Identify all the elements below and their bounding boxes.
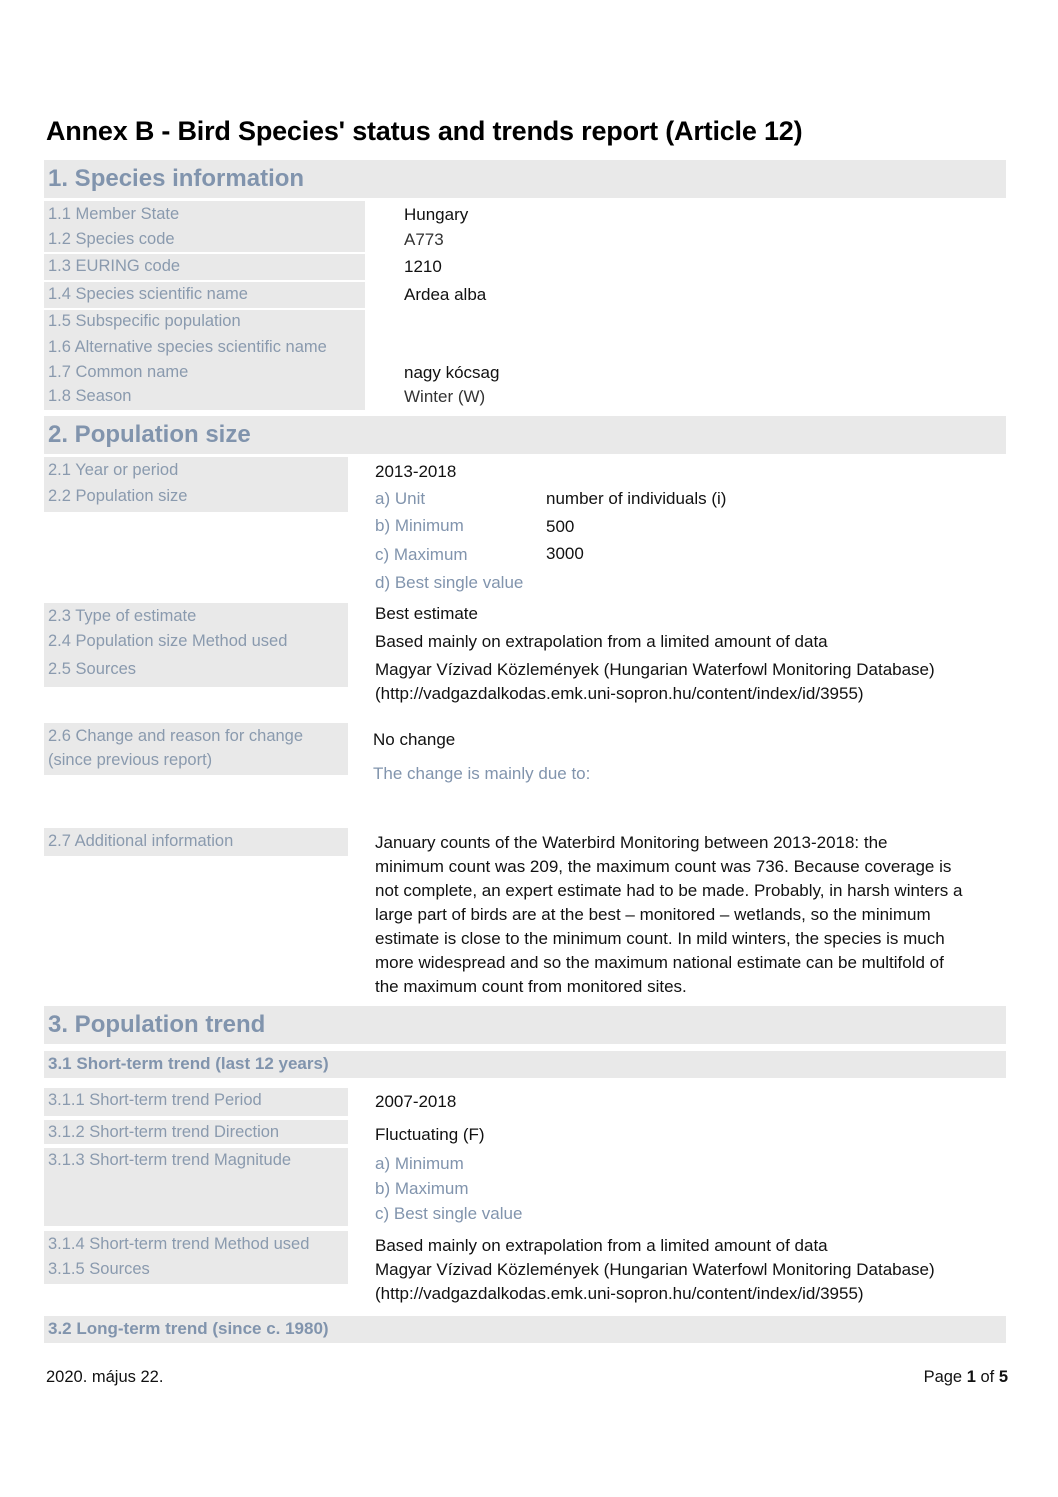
paragraph-line: large part of birds are at the best – monitored – wetlands, so the minimum <box>375 905 931 924</box>
field-value-method-used: Based mainly on extrapolation from a limited amount of data <box>375 632 828 651</box>
footer-date: 2020. május 22. <box>46 1368 164 1386</box>
field-label-subspecific-population: 1.5 Subspecific population <box>48 312 241 330</box>
section-heading: 2. Population size <box>48 421 251 448</box>
sub-label-magnitude-minimum: a) Minimum <box>375 1154 464 1173</box>
paragraph-line: not complete, an expert estimate had to be made. Probably, in harsh winters a <box>375 881 963 900</box>
section-species-information <box>44 160 1006 198</box>
field-label-member-state: 1.1 Member State <box>48 205 180 223</box>
field-value-sources-line2: (http://vadgazdalkodas.emk.uni-sopron.hu/content/index/id/3955) <box>375 684 864 703</box>
field-value-trend-period: 2007-2018 <box>375 1092 457 1111</box>
sub-label-unit: a) Unit <box>375 489 426 508</box>
field-value-year-period: 2013-2018 <box>375 462 457 481</box>
section-heading: 1. Species information <box>48 165 305 192</box>
field-value-unit: number of individuals (i) <box>546 489 727 508</box>
field-value-scientific-name: Ardea alba <box>404 285 487 304</box>
field-label-year-period: 2.1 Year or period <box>48 461 179 479</box>
field-value-member-state: Hungary <box>404 205 469 224</box>
field-label-sources: 2.5 Sources <box>48 660 137 678</box>
subsection-heading: 3.2 Long-term trend (since c. 1980) <box>48 1319 329 1338</box>
field-label-additional-info: 2.7 Additional information <box>48 832 234 850</box>
paragraph-line: the maximum count from monitored sites. <box>375 977 687 996</box>
sub-label-maximum: c) Maximum <box>375 545 468 564</box>
field-value-type-of-estimate: Best estimate <box>375 604 478 623</box>
sub-label-change-reason: The change is mainly due to: <box>373 764 591 783</box>
field-value-trend-method: Based mainly on extrapolation from a limited amount of data <box>375 1236 828 1255</box>
sub-label-best-single-value: d) Best single value <box>375 573 524 592</box>
sub-label-minimum: b) Minimum <box>375 516 464 535</box>
field-value-change: No change <box>373 730 456 749</box>
field-label-population-size: 2.2 Population size <box>48 487 188 505</box>
field-label-trend-sources: 3.1.5 Sources <box>48 1260 150 1278</box>
field-value-trend-sources-line1: Magyar Vízivad Közlemények (Hungarian Waterfowl Monitoring Database) <box>375 1260 935 1279</box>
section-population-size <box>44 416 1006 454</box>
page-current: 1 <box>966 1368 976 1386</box>
page-prefix: Page <box>923 1368 967 1386</box>
field-label-change: 2.6 Change and reason for change <box>48 727 304 745</box>
field-label-trend-direction: 3.1.2 Short-term trend Direction <box>48 1123 280 1141</box>
field-label-euring-code: 1.3 EURING code <box>48 257 181 275</box>
sub-label-magnitude-best: c) Best single value <box>375 1204 523 1223</box>
field-label-scientific-name: 1.4 Species scientific name <box>48 285 248 303</box>
field-label-method-used: 2.4 Population size Method used <box>48 632 288 650</box>
field-label-type-of-estimate: 2.3 Type of estimate <box>48 607 197 625</box>
field-value-trend-direction: Fluctuating (F) <box>375 1125 485 1144</box>
field-value-maximum: 3000 <box>546 544 584 563</box>
page-title: Annex B - Bird Species' status and trends report (Article 12) <box>46 116 803 146</box>
field-label-trend-period: 3.1.1 Short-term trend Period <box>48 1091 262 1109</box>
field-value-common-name: nagy kócsag <box>404 363 500 382</box>
sub-label-magnitude-maximum: b) Maximum <box>375 1179 469 1198</box>
field-label-common-name: 1.7 Common name <box>48 363 189 381</box>
page-total: 5 <box>998 1368 1008 1386</box>
field-value-season: Winter (W) <box>404 387 486 406</box>
page-of: of <box>975 1368 999 1386</box>
paragraph-line: January counts of the Waterbird Monitoring between 2013-2018: the <box>375 833 888 852</box>
subsection-short-term-trend <box>44 1051 1006 1078</box>
field-value-minimum: 500 <box>546 517 575 536</box>
field-label-change-since: (since previous report) <box>48 751 213 769</box>
field-label-alternative-name: 1.6 Alternative species scientific name <box>48 338 327 356</box>
footer-page-number <box>924 1368 1008 1387</box>
field-value-species-code: A773 <box>404 230 444 249</box>
field-label-season: 1.8 Season <box>48 387 132 405</box>
paragraph-line: minimum count was 209, the maximum count was 736. Because coverage is <box>375 857 952 876</box>
section-population-trend <box>44 1006 1006 1044</box>
field-label-species-code: 1.2 Species code <box>48 230 175 248</box>
paragraph-line: more widespread and so the maximum national estimate can be multifold of <box>375 953 944 972</box>
subsection-long-term-trend <box>44 1316 1006 1343</box>
section-heading: 3. Population trend <box>48 1011 266 1038</box>
field-value-additional-info <box>375 831 1010 999</box>
field-value-euring-code: 1210 <box>404 257 442 276</box>
field-value-sources-line1: Magyar Vízivad Közlemények (Hungarian Waterfowl Monitoring Database) <box>375 660 935 679</box>
field-label-trend-method: 3.1.4 Short-term trend Method used <box>48 1235 310 1253</box>
subsection-heading: 3.1 Short-term trend (last 12 years) <box>48 1054 329 1073</box>
field-value-trend-sources-line2: (http://vadgazdalkodas.emk.uni-sopron.hu/content/index/id/3955) <box>375 1284 864 1303</box>
field-label-trend-magnitude: 3.1.3 Short-term trend Magnitude <box>48 1151 292 1169</box>
paragraph-line: estimate is close to the minimum count. In mild winters, the species is much <box>375 929 945 948</box>
